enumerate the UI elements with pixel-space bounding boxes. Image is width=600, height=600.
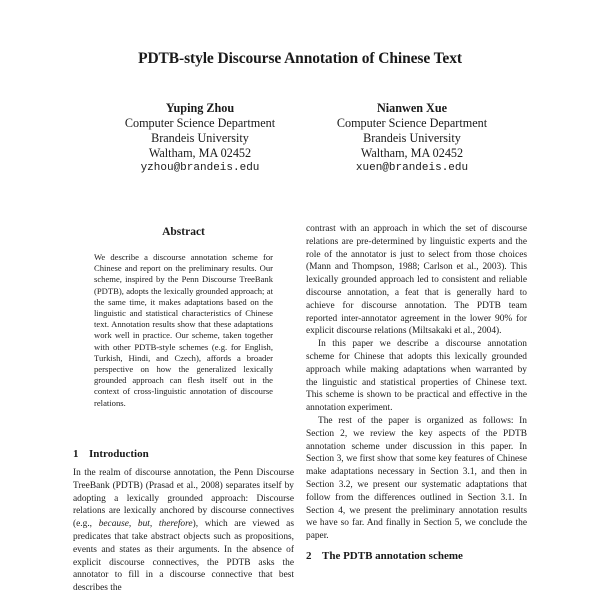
author-city: Waltham, MA 02452 <box>360 146 464 160</box>
body-paragraph-2: In this paper we describe a discourse annotation scheme for Chinese that adopts this lexically grounded approach while making adaptations when warranted by the linguistic and statistical properties of Chinese text. This scheme is shown to be practical and effective in the annotation experiment. <box>306 339 527 414</box>
right-column <box>306 223 527 563</box>
intro-paragraph <box>73 467 294 595</box>
section-number: 2 <box>306 549 312 562</box>
author-email: yzhou@brandeis.edu <box>140 162 260 174</box>
author-name: Yuping Zhou <box>165 101 235 115</box>
section-2-heading <box>306 550 527 563</box>
author-name: Nianwen Xue <box>376 101 448 115</box>
paper-title: PDTB-style Discourse Annotation of Chinese Text <box>138 50 462 67</box>
author-email: xuen@brandeis.edu <box>355 162 469 174</box>
abstract-heading: Abstract <box>162 226 205 238</box>
author-block-1 <box>100 101 300 176</box>
intro-text-a: In the realm of discourse annotation, the Penn Discourse TreeBank (PDTB) (Prasad et al., 2008) separates itself by adopting a lexically grounded approach: Discourse relations are lexically anchored by discourse connectives (e.g., <box>73 468 294 530</box>
author-department: Computer Science Department <box>124 116 276 130</box>
section-1-heading <box>73 448 149 460</box>
abstract-text: We describe a discourse annotation scheme for Chinese and report on the preliminary results. Our scheme, inspired by the Penn Discourse TreeBank (PDTB), adopts the lexically grounded approach; at the same time, it makes adaptations based on the linguistic and statistical characteristics of Chinese text. Annotation results show that these adaptations work well in practice. Our scheme, taken together with other PDTB-style schemes (e.g. for English, Turkish, Hindi, and Czech), affords a broader perspective on how the generalized lexically grounded approach can flesh itself out in the context of cross-linguistic annotation of discourse relations. <box>94 252 273 408</box>
body-paragraph-1: contrast with an approach in which the set of discourse relations are pre-determined by linguistic experts and the role of the annotator is just to select from those choices (Mann and Thompson, 1988; Carlson et al., 2003). This lexically grounded approach led to consistent and reliable discourse annotation, a feat that is generally hard to achieve for discourse annotation. The PDTB team reported inter-annotator agreement in the lower 90% for explicit discourse relations (Miltsakaki et al., 2004). <box>306 224 527 337</box>
author-department: Computer Science Department <box>336 116 488 130</box>
intro-connective-examples: because, but, therefore <box>98 519 193 530</box>
author-city: Waltham, MA 02452 <box>148 146 252 160</box>
author-university: Brandeis University <box>363 131 461 145</box>
section-title: The PDTB annotation scheme <box>322 549 463 562</box>
author-university: Brandeis University <box>151 131 249 145</box>
intro-text-b: ), which are viewed as predicates that take abstract objects such as propositions, events and states as their arguments. In the absence of explicit discourse connectives, the PDTB asks the annotator to fill in a discourse connective that best describes the <box>73 519 294 594</box>
section-title: Introduction <box>89 448 149 460</box>
section-number: 1 <box>73 448 79 460</box>
body-paragraph-3: The rest of the paper is organized as follows: In Section 2, we review the key aspects of the PDTB annotation scheme under discussion in this paper. In Section 3, we first show that some key features of Chinese make adaptations necessary in Section 3.1, and then in Section 3.2, we present our systematic adaptations that follow from the differences outlined in Section 3.1. In Section 4, we present the preliminary annotation results we have so far. And finally in Section 5, we conclude the paper. <box>306 415 527 542</box>
author-block-2 <box>312 101 512 176</box>
